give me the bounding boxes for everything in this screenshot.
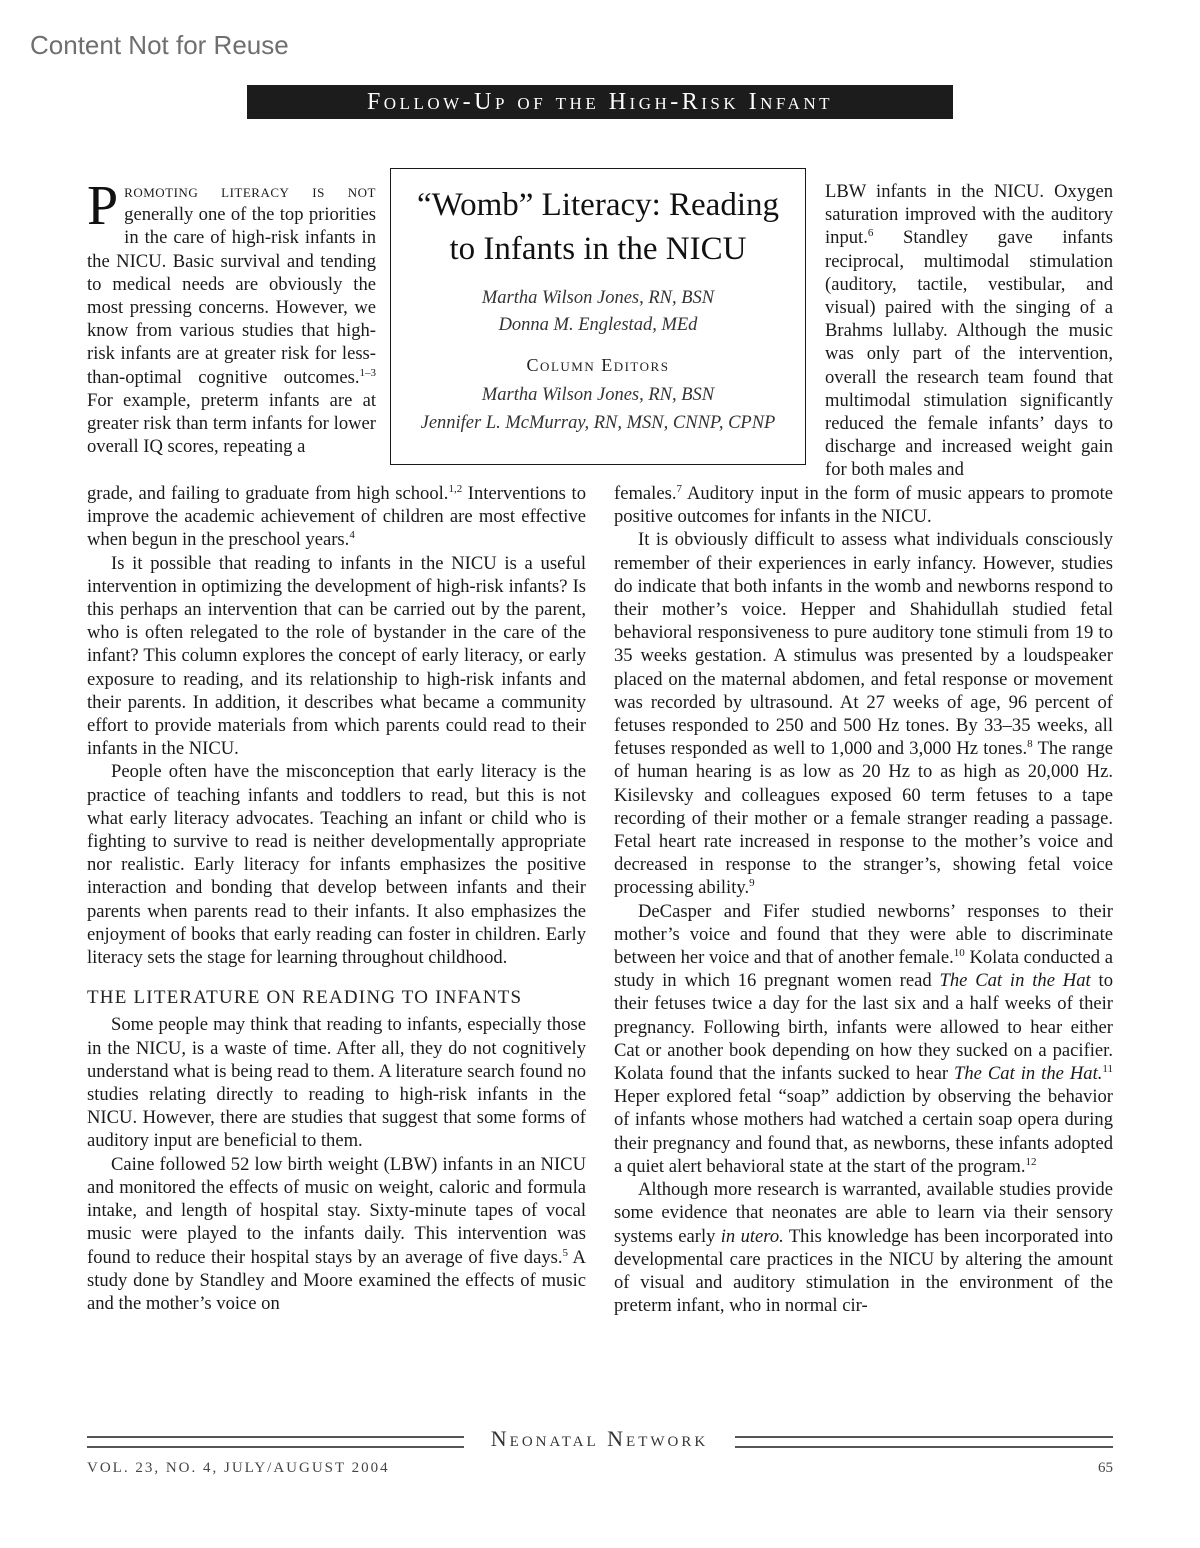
body-text: The range of human hearing is as low as 20 Hz to as high as 20,000 Hz. Kisilevsky and colleagues exposed 60 term fetuses to a tape recording of their mother or a female stranger reading a passage. Fetal heart rate increased in response to the mother’s voice and decreased in response to the stranger’s, showing fetal voice processing ability. xyxy=(614,738,1113,899)
body-text: Kolata conducted a study in which 16 pregnant women read xyxy=(614,947,1113,992)
citation-superscript: 4 xyxy=(349,529,355,542)
body-paragraph: Some people may think that reading to infants, especially those in the NICU, is a waste of time. After all, they do not cognitively understand what is being read to them. A literature search found no studies relating directly to reading to high-risk infants in the NICU. However, there are studies that suggest that some forms of auditory input are beneficial to them. xyxy=(87,1014,586,1152)
body-paragraph xyxy=(614,1178,1113,1317)
left-column xyxy=(87,482,586,1315)
citation-superscript: 9 xyxy=(749,877,755,890)
lead-in-small-caps: romoting literacy is not xyxy=(124,181,376,202)
article-title-box xyxy=(390,168,806,465)
book-title: The Cat in the Hat. xyxy=(954,1063,1103,1085)
issue-info: VOL. 23, NO. 4, JULY/AUGUST 2004 xyxy=(87,1460,390,1476)
citation-superscript: 6 xyxy=(867,227,874,240)
footer-rule-left xyxy=(87,1436,464,1448)
author-name: Martha Wilson Jones, RN, BSN xyxy=(481,288,715,308)
body-text: It is obviously difficult to assess what individuals consciously remember of their experiences in early infancy. However, studies do indicate that both infants in the womb and newborns respond to their mother’s voice. Hepper and Shahidullah studied fetal behavioral responsiveness to pure auditory tone stimuli from 19 to 35 weeks gestation. A stimulus was presented by a loudspeaker placed on the maternal abdomen, and fetal response or movement was recorded by ultrasound. At 27 weeks of age, 96 percent of fetuses responded to 250 and 500 Hz tones. By 33–35 weeks, all fetuses responded as well to 1,000 and 3,000 Hz tones. xyxy=(614,529,1113,760)
column-editors-heading: Column Editors xyxy=(526,355,670,375)
page-number: 65 xyxy=(1098,1460,1113,1476)
body-paragraph xyxy=(614,900,1113,1178)
author-name: Donna M. Englestad, MEd xyxy=(498,315,698,335)
right-column-top xyxy=(825,180,1113,482)
body-paragraph: People often have the misconception that early literacy is the practice of teaching infants and toddlers to read, but this is not what early literacy advocates. Teaching an infant or child who is fighting to survive to read is neither developmentally appropriate nor realistic. Early literacy for infants emphasizes the positive interaction and bonding that develop between infants and their parents when parents read to their infants. It also emphasizes the enjoyment of books that early reading can foster in children. Early literacy sets the stage for learning throughout childhood. xyxy=(87,761,586,969)
body-text: Interventions to improve the academic achievement of children are most effective when begun in the preschool years. xyxy=(87,483,586,551)
author-list xyxy=(391,285,805,339)
title-line-1: “Womb” Literacy: Reading xyxy=(416,187,780,223)
body-paragraph xyxy=(825,180,1113,482)
editor-name: Martha Wilson Jones, RN, BSN xyxy=(481,385,715,405)
title-line-2: to Infants in the NICU xyxy=(449,231,747,267)
right-column xyxy=(614,482,1113,1317)
book-title: The Cat in the Hat xyxy=(939,970,1091,992)
body-text: to their fetuses twice a day for the last six and a half weeks of their pregnancy. Following birth, infants were allowed to hear either Cat or another book depending on how they sucked on a pacifier. Kolata found that the infants sucked to hear xyxy=(614,970,1113,1085)
intro-paragraph xyxy=(87,175,376,458)
citation-superscript: 1,2 xyxy=(448,482,463,495)
body-text: Standley gave infants reciprocal, multimodal stimulation (auditory, tactile, vestibular, and visual) paired with the singing of a Brahms lullaby. Although the music was only part of the intervention, overall the research team found that multimodal stimulation significantly reduced the female infants’ days to discharge and increased weight gain for both males and xyxy=(825,227,1113,481)
intro-paragraph-continued xyxy=(87,482,586,552)
citation-superscript: 10 xyxy=(953,946,965,959)
latin-term: in utero. xyxy=(720,1225,784,1247)
section-heading: THE LITERATURE ON READING TO INFANTS xyxy=(87,987,523,1009)
watermark-text: Content Not for Reuse xyxy=(30,30,289,60)
citation-superscript: 1–3 xyxy=(359,366,376,379)
section-banner: Follow-Up of the High-Risk Infant xyxy=(247,85,953,119)
footer-rule-right xyxy=(735,1436,1113,1448)
intro-text: generally one of the top priorities in the care of high-risk infants in the NICU. Basic survival and tending to medical needs are obviously the most pressing concerns. However, we know from various studies that high-risk infants are at greater risk for less-than-optimal cognitive outcomes. xyxy=(87,204,376,388)
drop-cap: P xyxy=(87,175,119,237)
editor-list xyxy=(391,381,805,437)
body-paragraph xyxy=(614,482,1113,528)
body-text: females. xyxy=(614,483,677,504)
intro-text-continued: For example, preterm infants are at greater risk than term infants for lower overall IQ scores, repeating a xyxy=(87,389,376,458)
body-text: LBW infants in the NICU. Oxygen saturation improved with the auditory input. xyxy=(825,181,1113,249)
citation-superscript: 7 xyxy=(676,482,682,495)
citation-superscript: 12 xyxy=(1025,1155,1037,1168)
body-text: This knowledge has been incorporated into developmental care practices in the NICU by altering the amount of visual and auditory stimulation in the environment of the preterm infant, who in normal cir- xyxy=(614,1225,1114,1317)
body-text: DeCasper and Fifer studied newborns’ responses to their mother’s voice and found that they were able to discriminate between her voice and that of another female. xyxy=(614,900,1113,969)
article-title xyxy=(391,183,805,271)
body-paragraph xyxy=(87,1153,586,1315)
body-text: Heper explored fetal “soap” addiction by observing the behavior of infants whose mothers had watched a certain soap opera during their pregnancy and found that, as newborns, these infants adopted a quiet alert behavioral state at the start of the program. xyxy=(614,1086,1113,1177)
body-paragraph xyxy=(614,528,1113,899)
body-text: Caine followed 52 low birth weight (LBW) infants in an NICU and monitored the effects of music on weight, caloric and formula intake, and length of hospital stay. Sixty-minute tapes of vocal music were played to the infants daily. This intervention was found to reduce their hospital stays by an average of five days. xyxy=(87,1153,586,1268)
citation-superscript: 11 xyxy=(1102,1062,1113,1075)
citation-superscript: 5 xyxy=(562,1246,569,1259)
body-text: grade, and failing to graduate from high school. xyxy=(87,483,449,504)
citation-superscript: 8 xyxy=(1027,738,1033,751)
intro-paragraph-top xyxy=(87,175,376,458)
editor-name: Jennifer L. McMurray, RN, MSN, CNNP, CPNP xyxy=(420,413,776,433)
body-paragraph: Is it possible that reading to infants in the NICU is a useful intervention in optimizing the development of high-risk infants? Is this perhaps an intervention that can be carried out by the parent, who is often relegated to the role of bystander in the care of the infant? This column explores the concept of early literacy, or early exposure to reading, and its relationship to high-risk infants and their parents. In addition, it describes what became a community effort to provide materials from which parents could read to their infants in the NICU. xyxy=(87,552,586,760)
body-text: Although more research is warranted, available studies provide some evidence that neonates are able to learn via their sensory systems early xyxy=(614,1179,1113,1247)
journal-name: Neonatal Network xyxy=(490,1426,709,1451)
body-text: A study done by Standley and Moore examined the effects of music and the mother’s voice on xyxy=(87,1246,586,1314)
body-text: Auditory input in the form of music appears to promote positive outcomes for infants in the NICU. xyxy=(614,483,1113,528)
